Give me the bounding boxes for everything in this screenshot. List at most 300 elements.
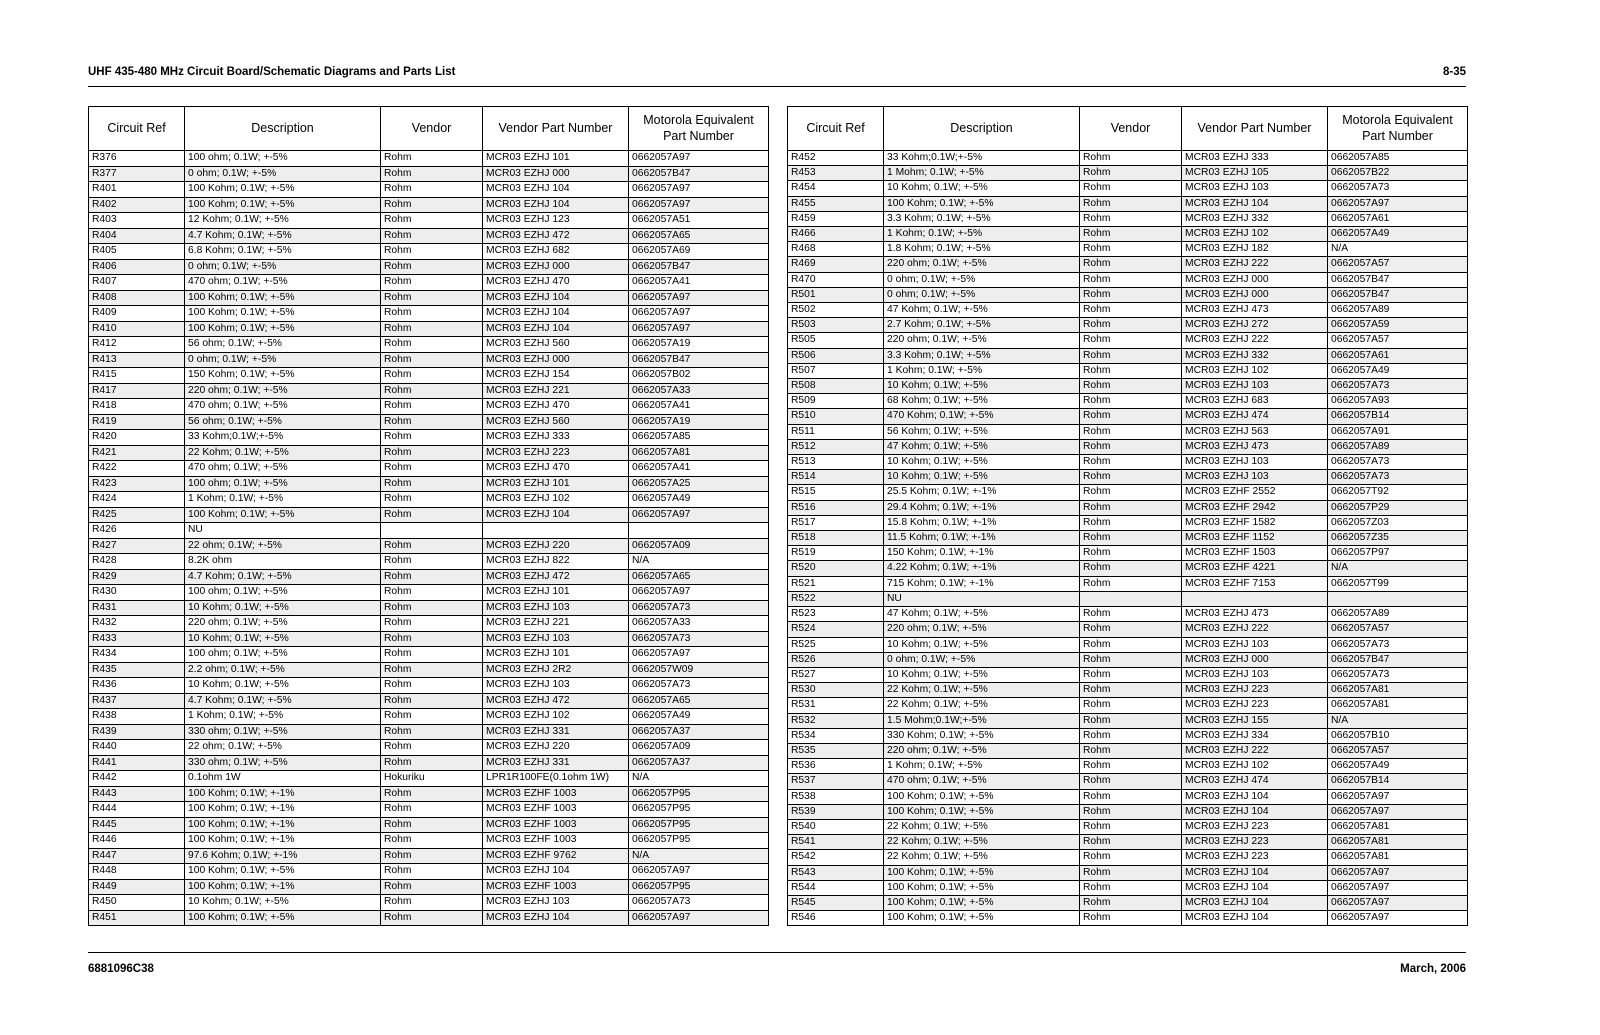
cell-description: 22 ohm; 0.1W; +-5% — [185, 538, 381, 554]
cell-circuit-ref: R428 — [89, 554, 185, 570]
cell-description: 100 Kohm; 0.1W; +-5% — [185, 507, 381, 523]
cell-motorola-part-number: 0662057A37 — [629, 724, 769, 740]
cell-description: 6.8 Kohm; 0.1W; +-5% — [185, 244, 381, 260]
cell-description: 22 Kohm; 0.1W; +-5% — [884, 698, 1080, 713]
cell-vendor-part-number: MCR03 EZHJ 332 — [1182, 348, 1328, 363]
cell-description: 100 Kohm; 0.1W; +-5% — [884, 911, 1080, 926]
table-row — [788, 379, 1468, 394]
cell-vendor: Rohm — [1080, 683, 1182, 698]
footer-document-number: 6881096C38 — [88, 963, 154, 975]
parts-table-left-body — [89, 151, 769, 926]
cell-description: 1.8 Kohm; 0.1W; +-5% — [884, 242, 1080, 257]
cell-vendor: Rohm — [1080, 576, 1182, 591]
cell-vendor: Rohm — [1080, 607, 1182, 622]
cell-circuit-ref: R451 — [89, 910, 185, 926]
cell-vendor: Rohm — [381, 430, 483, 446]
cell-description: 100 Kohm; 0.1W; +-5% — [185, 864, 381, 880]
cell-circuit-ref: R544 — [788, 880, 884, 895]
cell-motorola-part-number: 0662057W09 — [629, 662, 769, 678]
table-row — [89, 647, 769, 663]
cell-circuit-ref: R446 — [89, 833, 185, 849]
cell-motorola-part-number: 0662057A89 — [1328, 303, 1468, 318]
cell-motorola-part-number: 0662057B47 — [629, 352, 769, 368]
cell-vendor-part-number: MCR03 EZHF 2942 — [1182, 500, 1328, 515]
cell-motorola-part-number: 0662057A93 — [1328, 394, 1468, 409]
cell-vendor: Rohm — [381, 616, 483, 632]
table-row — [89, 864, 769, 880]
cell-circuit-ref: R507 — [788, 363, 884, 378]
cell-vendor: Rohm — [1080, 409, 1182, 424]
cell-description: 10 Kohm; 0.1W; +-5% — [884, 181, 1080, 196]
cell-description: 470 ohm; 0.1W; +-5% — [884, 774, 1080, 789]
cell-motorola-part-number: 0662057A49 — [629, 492, 769, 508]
table-row — [89, 492, 769, 508]
table-row — [89, 476, 769, 492]
cell-vendor: Rohm — [1080, 287, 1182, 302]
cell-vendor: Rohm — [1080, 166, 1182, 181]
cell-motorola-part-number: 0662057A85 — [1328, 151, 1468, 166]
cell-circuit-ref: R439 — [89, 724, 185, 740]
cell-circuit-ref: R537 — [788, 774, 884, 789]
cell-description: 22 ohm; 0.1W; +-5% — [185, 740, 381, 756]
cell-description: 2.2 ohm; 0.1W; +-5% — [185, 662, 381, 678]
cell-vendor-part-number: MCR03 EZHF 1003 — [483, 786, 629, 802]
cell-description: 220 ohm; 0.1W; +-5% — [884, 333, 1080, 348]
cell-vendor-part-number: MCR03 EZHJ 683 — [1182, 394, 1328, 409]
cell-circuit-ref: R532 — [788, 713, 884, 728]
cell-vendor: Rohm — [1080, 348, 1182, 363]
table-row — [89, 461, 769, 477]
table-row — [788, 607, 1468, 622]
cell-vendor-part-number: MCR03 EZHJ 104 — [1182, 895, 1328, 910]
cell-description: 1 Kohm; 0.1W; +-5% — [884, 227, 1080, 242]
cell-description: 68 Kohm; 0.1W; +-5% — [884, 394, 1080, 409]
cell-circuit-ref: R410 — [89, 321, 185, 337]
cell-circuit-ref: R508 — [788, 379, 884, 394]
cell-circuit-ref: R535 — [788, 743, 884, 758]
cell-vendor-part-number: MCR03 EZHJ 154 — [483, 368, 629, 384]
cell-circuit-ref: R454 — [788, 181, 884, 196]
header-title: UHF 435-480 MHz Circuit Board/Schematic Diagrams and Parts List — [88, 66, 456, 78]
cell-description: 220 ohm; 0.1W; +-5% — [185, 383, 381, 399]
cell-circuit-ref: R447 — [89, 848, 185, 864]
cell-vendor: Rohm — [381, 197, 483, 213]
table-row — [788, 227, 1468, 242]
cell-description: 22 Kohm; 0.1W; +-5% — [884, 850, 1080, 865]
cell-vendor: Rohm — [1080, 652, 1182, 667]
cell-motorola-part-number: 0662057B02 — [629, 368, 769, 384]
parts-table-right — [787, 106, 1468, 926]
table-row — [788, 546, 1468, 561]
cell-vendor: Rohm — [381, 631, 483, 647]
cell-circuit-ref: R377 — [89, 166, 185, 182]
table-row — [788, 683, 1468, 698]
cell-vendor: Rohm — [381, 600, 483, 616]
cell-vendor: Rohm — [381, 275, 483, 291]
cell-vendor: Rohm — [381, 848, 483, 864]
table-header-row — [89, 107, 769, 151]
cell-motorola-part-number: 0662057A81 — [1328, 819, 1468, 834]
cell-motorola-part-number: 0662057B14 — [1328, 774, 1468, 789]
cell-circuit-ref: R408 — [89, 290, 185, 306]
cell-vendor-part-number: MCR03 EZHJ 155 — [1182, 713, 1328, 728]
cell-vendor-part-number: MCR03 EZHJ 104 — [483, 910, 629, 926]
cell-vendor-part-number: MCR03 EZHJ 223 — [483, 445, 629, 461]
cell-motorola-part-number: 0662057P95 — [629, 786, 769, 802]
cell-description: 100 Kohm; 0.1W; +-5% — [884, 895, 1080, 910]
cell-motorola-part-number: 0662057A97 — [1328, 789, 1468, 804]
cell-vendor-part-number — [483, 523, 629, 539]
cell-motorola-part-number: 0662057B47 — [1328, 652, 1468, 667]
table-row — [89, 631, 769, 647]
column-header-vendor-part-number: Vendor Part Number — [483, 107, 629, 151]
cell-vendor: Rohm — [1080, 500, 1182, 515]
cell-vendor: Rohm — [1080, 257, 1182, 272]
table-row — [89, 616, 769, 632]
cell-vendor-part-number: MCR03 EZHJ 104 — [483, 306, 629, 322]
table-row — [788, 713, 1468, 728]
cell-vendor-part-number: MCR03 EZHJ 103 — [1182, 470, 1328, 485]
cell-motorola-part-number: 0662057A97 — [629, 182, 769, 198]
table-row — [788, 500, 1468, 515]
cell-vendor-part-number: MCR03 EZHJ 103 — [483, 678, 629, 694]
cell-motorola-part-number: 0662057A57 — [1328, 333, 1468, 348]
cell-vendor-part-number: MCR03 EZHJ 473 — [1182, 607, 1328, 622]
column-header-description: Description — [185, 107, 381, 151]
table-row — [89, 585, 769, 601]
table-row — [89, 693, 769, 709]
cell-vendor-part-number: MCR03 EZHJ 104 — [483, 507, 629, 523]
cell-vendor-part-number: MCR03 EZHF 1003 — [483, 879, 629, 895]
cell-description: 10 Kohm; 0.1W; +-5% — [884, 667, 1080, 682]
table-row — [788, 895, 1468, 910]
cell-vendor-part-number: MCR03 EZHJ 223 — [1182, 698, 1328, 713]
cell-vendor-part-number: MCR03 EZHF 9762 — [483, 848, 629, 864]
cell-vendor: Rohm — [381, 786, 483, 802]
cell-circuit-ref: R420 — [89, 430, 185, 446]
cell-circuit-ref: R423 — [89, 476, 185, 492]
cell-motorola-part-number: 0662057A97 — [629, 151, 769, 167]
cell-motorola-part-number: 0662057A97 — [629, 864, 769, 880]
table-row — [89, 275, 769, 291]
cell-vendor-part-number: MCR03 EZHJ 220 — [483, 740, 629, 756]
cell-motorola-part-number: 0662057A49 — [1328, 227, 1468, 242]
cell-vendor-part-number: MCR03 EZHJ 104 — [483, 197, 629, 213]
cell-circuit-ref: R449 — [89, 879, 185, 895]
cell-description: 47 Kohm; 0.1W; +-5% — [884, 303, 1080, 318]
cell-motorola-part-number: 0662057A81 — [1328, 850, 1468, 865]
cell-motorola-part-number: N/A — [1328, 242, 1468, 257]
cell-motorola-part-number: 0662057A97 — [629, 910, 769, 926]
table-row — [788, 515, 1468, 530]
cell-circuit-ref: R407 — [89, 275, 185, 291]
cell-vendor: Hokuriku — [381, 771, 483, 787]
cell-motorola-part-number: 0662057A81 — [1328, 683, 1468, 698]
cell-vendor: Rohm — [381, 306, 483, 322]
table-row — [89, 724, 769, 740]
cell-vendor-part-number: MCR03 EZHJ 104 — [1182, 880, 1328, 895]
cell-description: 25.5 Kohm; 0.1W; +-1% — [884, 485, 1080, 500]
table-row — [89, 399, 769, 415]
cell-description: 1 Kohm; 0.1W; +-5% — [185, 492, 381, 508]
cell-motorola-part-number: 0662057A73 — [629, 600, 769, 616]
cell-circuit-ref: R376 — [89, 151, 185, 167]
cell-motorola-part-number: 0662057B47 — [1328, 272, 1468, 287]
cell-motorola-part-number: 0662057T92 — [1328, 485, 1468, 500]
cell-motorola-part-number: 0662057A97 — [1328, 911, 1468, 926]
parts-table-right-body — [788, 151, 1468, 926]
cell-description: 470 ohm; 0.1W; +-5% — [185, 275, 381, 291]
cell-vendor: Rohm — [381, 213, 483, 229]
cell-description: 4.7 Kohm; 0.1W; +-5% — [185, 569, 381, 585]
table-row — [788, 531, 1468, 546]
cell-description: 22 Kohm; 0.1W; +-5% — [884, 835, 1080, 850]
cell-vendor: Rohm — [1080, 850, 1182, 865]
cell-vendor-part-number: MCR03 EZHJ 101 — [483, 476, 629, 492]
cell-vendor: Rohm — [1080, 743, 1182, 758]
cell-motorola-part-number: 0662057A33 — [629, 616, 769, 632]
cell-motorola-part-number: 0662057A73 — [1328, 181, 1468, 196]
table-row — [788, 789, 1468, 804]
cell-motorola-part-number: 0662057A65 — [629, 228, 769, 244]
cell-motorola-part-number: 0662057A51 — [629, 213, 769, 229]
header-divider — [88, 86, 1466, 87]
cell-motorola-part-number: 0662057A73 — [629, 678, 769, 694]
table-row — [788, 242, 1468, 257]
cell-vendor: Rohm — [1080, 835, 1182, 850]
table-row — [788, 652, 1468, 667]
cell-motorola-part-number — [629, 523, 769, 539]
cell-vendor: Rohm — [1080, 546, 1182, 561]
table-row — [788, 303, 1468, 318]
table-row — [89, 228, 769, 244]
cell-motorola-part-number — [1328, 591, 1468, 606]
cell-circuit-ref: R434 — [89, 647, 185, 663]
table-row — [89, 895, 769, 911]
cell-description: 10 Kohm; 0.1W; +-5% — [185, 631, 381, 647]
cell-circuit-ref: R406 — [89, 259, 185, 275]
cell-circuit-ref: R538 — [788, 789, 884, 804]
cell-circuit-ref: R427 — [89, 538, 185, 554]
cell-circuit-ref: R409 — [89, 306, 185, 322]
table-row — [89, 771, 769, 787]
cell-vendor-part-number: MCR03 EZHJ 223 — [1182, 683, 1328, 698]
cell-vendor: Rohm — [1080, 911, 1182, 926]
cell-description: 100 Kohm; 0.1W; +-5% — [185, 321, 381, 337]
cell-vendor-part-number: MCR03 EZHJ 103 — [483, 600, 629, 616]
cell-vendor: Rohm — [1080, 424, 1182, 439]
cell-description: 4.22 Kohm; 0.1W; +-1% — [884, 561, 1080, 576]
cell-motorola-part-number: 0662057P95 — [629, 879, 769, 895]
cell-vendor: Rohm — [1080, 667, 1182, 682]
cell-vendor-part-number: MCR03 EZHF 1003 — [483, 833, 629, 849]
cell-description: 1 Kohm; 0.1W; +-5% — [884, 759, 1080, 774]
cell-vendor-part-number: MCR03 EZHJ 470 — [483, 275, 629, 291]
cell-vendor: Rohm — [381, 182, 483, 198]
cell-vendor-part-number: MCR03 EZHJ 102 — [1182, 759, 1328, 774]
cell-motorola-part-number: 0662057A69 — [629, 244, 769, 260]
cell-description: 100 Kohm; 0.1W; +-1% — [185, 833, 381, 849]
footer-divider — [88, 952, 1466, 953]
cell-circuit-ref: R545 — [788, 895, 884, 910]
cell-description: 10 Kohm; 0.1W; +-5% — [884, 637, 1080, 652]
cell-description: 100 Kohm; 0.1W; +-5% — [884, 196, 1080, 211]
cell-motorola-part-number: 0662057P95 — [629, 817, 769, 833]
table-row — [89, 182, 769, 198]
cell-circuit-ref: R512 — [788, 439, 884, 454]
cell-circuit-ref: R506 — [788, 348, 884, 363]
cell-circuit-ref: R521 — [788, 576, 884, 591]
cell-description: 33 Kohm;0.1W;+-5% — [884, 151, 1080, 166]
table-row — [788, 698, 1468, 713]
cell-vendor: Rohm — [1080, 531, 1182, 546]
cell-vendor-part-number: MCR03 EZHJ 221 — [483, 616, 629, 632]
table-row — [788, 743, 1468, 758]
table-row — [89, 879, 769, 895]
cell-circuit-ref: R432 — [89, 616, 185, 632]
cell-description: 0 ohm; 0.1W; +-5% — [884, 287, 1080, 302]
cell-vendor-part-number: MCR03 EZHJ 334 — [1182, 728, 1328, 743]
cell-description: 470 Kohm; 0.1W; +-5% — [884, 409, 1080, 424]
table-row — [788, 850, 1468, 865]
table-row — [788, 166, 1468, 181]
cell-circuit-ref: R402 — [89, 197, 185, 213]
cell-description: 100 Kohm; 0.1W; +-5% — [185, 910, 381, 926]
cell-circuit-ref: R511 — [788, 424, 884, 439]
table-row — [788, 576, 1468, 591]
cell-motorola-part-number: 0662057P95 — [629, 802, 769, 818]
cell-description: 3.3 Kohm; 0.1W; +-5% — [884, 211, 1080, 226]
cell-motorola-part-number: 0662057A89 — [1328, 439, 1468, 454]
cell-vendor-part-number: MCR03 EZHJ 470 — [483, 399, 629, 415]
table-row — [89, 430, 769, 446]
cell-circuit-ref: R448 — [89, 864, 185, 880]
cell-description: 0 ohm; 0.1W; +-5% — [185, 259, 381, 275]
cell-motorola-part-number: 0662057P95 — [629, 833, 769, 849]
cell-vendor: Rohm — [1080, 379, 1182, 394]
cell-description: 1 Kohm; 0.1W; +-5% — [185, 709, 381, 725]
cell-vendor-part-number: MCR03 EZHJ 102 — [483, 709, 629, 725]
cell-description: 330 ohm; 0.1W; +-5% — [185, 724, 381, 740]
cell-motorola-part-number: 0662057A97 — [629, 507, 769, 523]
table-row — [89, 709, 769, 725]
table-row — [788, 865, 1468, 880]
column-header-motorola-part-number: Motorola Equivalent Part Number — [1328, 107, 1468, 151]
cell-circuit-ref: R546 — [788, 911, 884, 926]
cell-vendor: Rohm — [381, 259, 483, 275]
table-row — [788, 591, 1468, 606]
cell-vendor: Rohm — [1080, 318, 1182, 333]
cell-vendor-part-number: MCR03 EZHJ 000 — [1182, 287, 1328, 302]
cell-vendor: Rohm — [1080, 880, 1182, 895]
cell-circuit-ref: R531 — [788, 698, 884, 713]
cell-vendor: Rohm — [1080, 698, 1182, 713]
cell-motorola-part-number: 0662057A97 — [1328, 895, 1468, 910]
cell-vendor-part-number: MCR03 EZHJ 104 — [483, 182, 629, 198]
cell-circuit-ref: R418 — [89, 399, 185, 415]
cell-vendor: Rohm — [381, 414, 483, 430]
table-row — [89, 802, 769, 818]
cell-vendor: Rohm — [1080, 181, 1182, 196]
cell-circuit-ref: R542 — [788, 850, 884, 865]
cell-vendor: Rohm — [381, 755, 483, 771]
cell-motorola-part-number: 0662057A57 — [1328, 257, 1468, 272]
column-header-motorola-part-number: Motorola Equivalent Part Number — [629, 107, 769, 151]
table-row — [788, 485, 1468, 500]
cell-vendor-part-number: MCR03 EZHJ 000 — [483, 259, 629, 275]
cell-motorola-part-number: 0662057A73 — [1328, 637, 1468, 652]
cell-motorola-part-number: 0662057B22 — [1328, 166, 1468, 181]
cell-vendor: Rohm — [381, 383, 483, 399]
table-header-row — [788, 107, 1468, 151]
cell-vendor: Rohm — [381, 833, 483, 849]
cell-vendor: Rohm — [381, 244, 483, 260]
table-row — [89, 213, 769, 229]
cell-vendor-part-number: MCR03 EZHJ 272 — [1182, 318, 1328, 333]
cell-description: 100 Kohm; 0.1W; +-5% — [185, 290, 381, 306]
cell-vendor: Rohm — [1080, 759, 1182, 774]
cell-motorola-part-number: 0662057A73 — [1328, 667, 1468, 682]
cell-vendor-part-number: MCR03 EZHJ 222 — [1182, 257, 1328, 272]
cell-motorola-part-number: 0662057A97 — [629, 321, 769, 337]
table-row — [788, 835, 1468, 850]
cell-circuit-ref: R539 — [788, 804, 884, 819]
cell-description: 29.4 Kohm; 0.1W; +-1% — [884, 500, 1080, 515]
table-row — [89, 383, 769, 399]
cell-vendor: Rohm — [381, 554, 483, 570]
cell-description: 150 Kohm; 0.1W; +-5% — [185, 368, 381, 384]
cell-description: 220 ohm; 0.1W; +-5% — [884, 622, 1080, 637]
cell-vendor: Rohm — [381, 709, 483, 725]
cell-description: 100 Kohm; 0.1W; +-5% — [884, 865, 1080, 880]
cell-motorola-part-number: 0662057A61 — [1328, 348, 1468, 363]
cell-circuit-ref: R422 — [89, 461, 185, 477]
cell-motorola-part-number: 0662057A49 — [1328, 759, 1468, 774]
cell-motorola-part-number: 0662057A97 — [629, 585, 769, 601]
cell-circuit-ref: R530 — [788, 683, 884, 698]
cell-vendor-part-number: MCR03 EZHJ 103 — [1182, 637, 1328, 652]
cell-circuit-ref: R430 — [89, 585, 185, 601]
cell-circuit-ref: R405 — [89, 244, 185, 260]
cell-motorola-part-number: 0662057A85 — [629, 430, 769, 446]
cell-circuit-ref: R443 — [89, 786, 185, 802]
cell-circuit-ref: R459 — [788, 211, 884, 226]
cell-vendor: Rohm — [381, 228, 483, 244]
cell-vendor-part-number: MCR03 EZHJ 000 — [1182, 272, 1328, 287]
cell-circuit-ref: R419 — [89, 414, 185, 430]
table-row — [89, 166, 769, 182]
cell-vendor-part-number: MCR03 EZHJ 000 — [1182, 652, 1328, 667]
cell-motorola-part-number: 0662057A65 — [629, 693, 769, 709]
cell-motorola-part-number: 0662057B14 — [1328, 409, 1468, 424]
cell-circuit-ref: R541 — [788, 835, 884, 850]
header-page-number: 8-35 — [1442, 66, 1466, 78]
cell-motorola-part-number: 0662057A97 — [629, 306, 769, 322]
cell-description: 100 ohm; 0.1W; +-5% — [185, 476, 381, 492]
cell-description: 10 Kohm; 0.1W; +-5% — [185, 895, 381, 911]
cell-vendor: Rohm — [1080, 865, 1182, 880]
cell-motorola-part-number: 0662057A73 — [1328, 470, 1468, 485]
cell-description: 10 Kohm; 0.1W; +-5% — [185, 600, 381, 616]
cell-vendor: Rohm — [1080, 470, 1182, 485]
cell-motorola-part-number: 0662057A41 — [629, 399, 769, 415]
cell-circuit-ref: R509 — [788, 394, 884, 409]
cell-motorola-part-number: 0662057P97 — [1328, 546, 1468, 561]
parts-list-tables — [88, 106, 1466, 926]
cell-vendor: Rohm — [381, 337, 483, 353]
cell-vendor: Rohm — [381, 461, 483, 477]
cell-motorola-part-number: 0662057A65 — [629, 569, 769, 585]
